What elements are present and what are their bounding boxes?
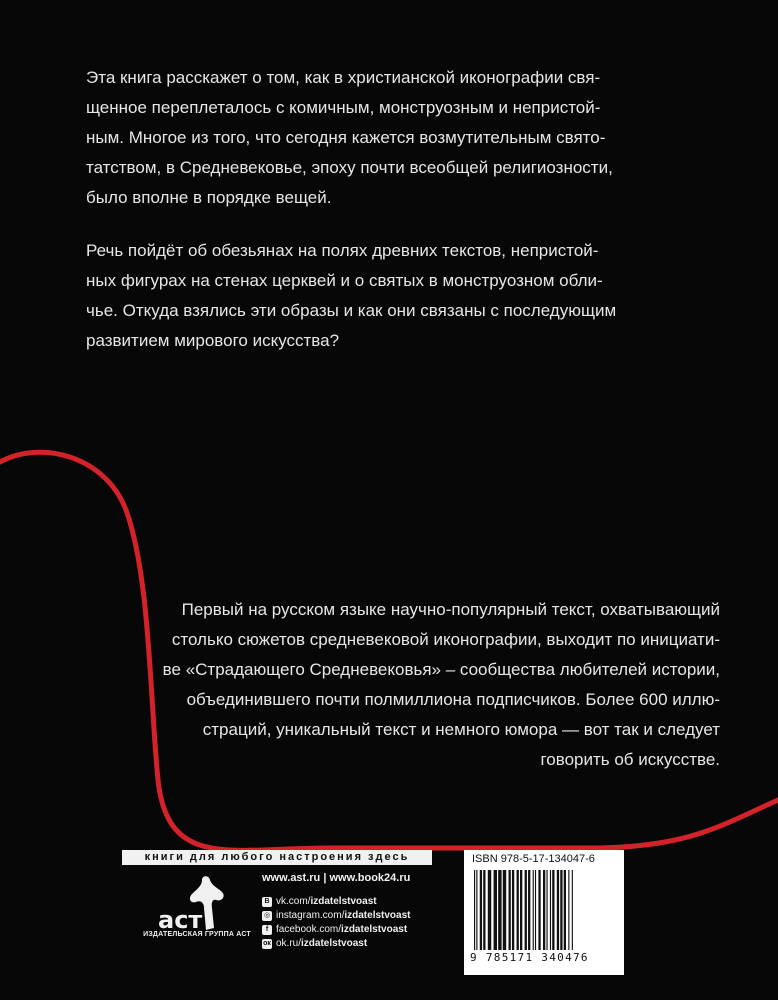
publisher-footer — [0, 840, 778, 1000]
tagline-banner: книги для любого настроения здесь — [122, 850, 432, 865]
barcode-bar — [483, 870, 485, 950]
barcode-bar — [528, 870, 530, 950]
text-line: щенное переплеталось с комичным, монструозным и непристой- — [86, 98, 601, 117]
vk-icon: В — [262, 897, 272, 907]
barcode-bar — [520, 870, 522, 950]
blurb-paragraph-3 — [120, 595, 720, 775]
social-handle: izdatelstvoast — [301, 938, 368, 949]
text-line: ным. Многое из того, что сегодня кажется возмутительным свято- — [86, 128, 606, 147]
social-link-facebook[interactable] — [262, 924, 407, 935]
barcode-bar — [533, 870, 534, 950]
barcode-bar — [509, 870, 511, 950]
text-line: чье. Откуда взялись эти образы и как они связаны с последующим — [86, 301, 617, 320]
barcode-bar — [517, 870, 519, 950]
barcode-bar — [564, 870, 566, 950]
facebook-icon: f — [262, 925, 272, 935]
ast-logo — [156, 872, 236, 938]
publisher-name: ИЗДАТЕЛЬСКАЯ ГРУППА АСТ — [143, 931, 251, 938]
social-link-instagram[interactable] — [262, 910, 411, 921]
barcode-bars — [472, 870, 616, 950]
barcode-bar — [498, 870, 501, 950]
barcode-bar — [503, 870, 506, 950]
barcode-bar — [525, 870, 527, 950]
text-line: ве «Страдающего Средневековья» – сообщества любителей истории, — [162, 660, 720, 679]
barcode-bar — [543, 870, 545, 950]
text-line: развитием мирового искусства? — [86, 331, 340, 350]
ok-icon: ок — [263, 939, 271, 947]
social-link-vk[interactable] — [262, 896, 377, 907]
social-handle: izdatelstvoast — [310, 896, 377, 907]
text-line: ных фигурах на стенах церквей и о святых в монструозном обли- — [86, 271, 603, 290]
text-line: татством, в Средневековье, эпоху почти всеобщей религиозности, — [86, 158, 613, 177]
social-prefix: ok.ru/ — [276, 938, 302, 949]
text-line: говорить об искусстве. — [540, 750, 720, 769]
social-prefix: instagram.com/ — [276, 910, 345, 921]
social-handle: izdatelstvoast — [341, 924, 408, 935]
barcode-bar — [494, 870, 497, 950]
social-prefix: facebook.com/ — [276, 924, 342, 935]
barcode-bar — [550, 870, 551, 950]
barcode-bar — [488, 870, 491, 950]
text-line: Речь пойдёт об обезьянах на полях древних текстов, непристой- — [86, 241, 599, 260]
barcode-bar — [535, 870, 536, 950]
blurb-paragraph-2 — [86, 236, 706, 356]
logo-lettering: аст — [158, 906, 203, 934]
barcode-bar — [552, 870, 554, 950]
text-line: объединившего почти полмиллиона подписчиков. Более 600 иллю- — [186, 690, 720, 709]
social-handle: izdatelstvoast — [344, 910, 411, 921]
barcode-bar — [560, 870, 562, 950]
blurb-paragraph-1 — [86, 63, 706, 213]
text-line: столько сюжетов средневековой иконографии, выходит по инициати- — [171, 630, 720, 649]
text-line: страций, уникальный текст и немного юмора — вот так и следует — [202, 720, 720, 739]
barcode-bar — [568, 870, 569, 950]
social-prefix: vk.com/ — [276, 896, 311, 907]
barcode-bar — [474, 870, 475, 950]
social-link-ok[interactable] — [262, 938, 367, 949]
barcode-bar — [476, 870, 477, 950]
barcode-bar — [557, 870, 559, 950]
barcode-bar — [538, 870, 540, 950]
isbn-barcode — [464, 850, 624, 975]
isbn-number: ISBN 978-5-17-134047-6 — [472, 853, 595, 865]
barcode-digits: 9 785171 340476 — [470, 951, 589, 964]
text-line: Эта книга расскажет о том, как в христианской иконографии свя- — [86, 68, 601, 87]
barcode-bar — [546, 870, 547, 950]
instagram-icon: ◎ — [263, 911, 271, 919]
barcode-bar — [572, 870, 573, 950]
publisher-websites[interactable]: www.ast.ru | www.book24.ru — [262, 872, 411, 884]
barcode-bar — [480, 870, 482, 950]
text-line: было вполне в порядке вещей. — [86, 188, 332, 207]
barcode-bar — [512, 870, 514, 950]
text-line: Первый на русском языке научно-популярный текст, охватывающий — [181, 600, 720, 619]
